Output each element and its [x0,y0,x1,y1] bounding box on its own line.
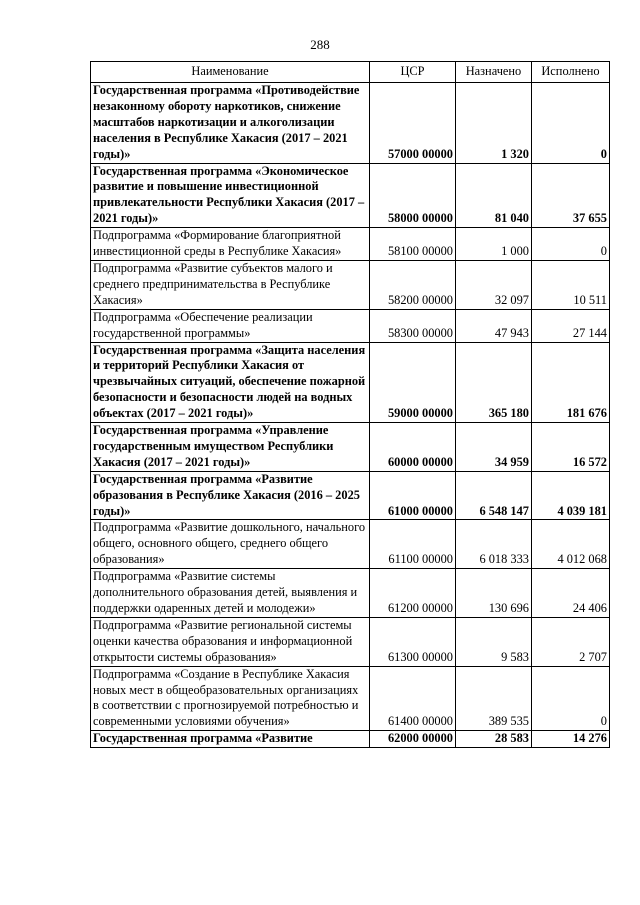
row-name-cell: Подпрограмма «Развитие системы дополнительного образования детей, выявления и поддержки одаренных детей и молодежи» [91,569,370,618]
row-assigned-cell: 1 000 [456,228,532,261]
header-assigned: Назначено [456,62,532,83]
page-number: 288 [310,37,330,52]
row-code-cell: 61100 00000 [370,520,456,569]
row-name-cell: Подпрограмма «Развитие региональной системы оценки качества образования и информационной открытости системы образования» [91,617,370,666]
row-name-cell: Подпрограмма «Обеспечение реализации государственной программы» [91,309,370,342]
row-name-cell: Подпрограмма «Формирование благоприятной инвестиционной среды в Республике Хакасия» [91,228,370,261]
row-executed-cell: 0 [532,83,610,164]
row-code-cell: 59000 00000 [370,342,456,423]
row-assigned-cell: 9 583 [456,617,532,666]
row-assigned-cell: 81 040 [456,163,532,228]
row-code-cell: 57000 00000 [370,83,456,164]
row-executed-cell: 16 572 [532,423,610,472]
row-name-cell: Подпрограмма «Создание в Республике Хакасия новых мест в общеобразовательных организациях в соответствии с прогнозируемой потребностью и современными условиями обучения» [91,666,370,731]
row-assigned-cell: 130 696 [456,569,532,618]
header-code: ЦСР [370,62,456,83]
row-assigned-cell: 1 320 [456,83,532,164]
table-row [91,83,610,164]
row-assigned-cell: 389 535 [456,666,532,731]
table-row [91,163,610,228]
row-assigned-cell: 6 018 333 [456,520,532,569]
row-executed-cell: 0 [532,228,610,261]
table-row [91,423,610,472]
row-code-cell: 58100 00000 [370,228,456,261]
row-assigned-cell: 34 959 [456,423,532,472]
row-assigned-cell: 6 548 147 [456,471,532,520]
row-executed-cell: 27 144 [532,309,610,342]
row-code-cell: 61400 00000 [370,666,456,731]
table-row [91,731,610,748]
row-code-cell: 58000 00000 [370,163,456,228]
row-name-cell: Государственная программа «Развитие образования в Республике Хакасия (2016 – 2025 годы)» [91,471,370,520]
row-executed-cell: 2 707 [532,617,610,666]
row-executed-cell: 37 655 [532,163,610,228]
row-code-cell: 60000 00000 [370,423,456,472]
table-row [91,520,610,569]
row-executed-cell: 10 511 [532,260,610,309]
header-executed: Исполнено [532,62,610,83]
row-assigned-cell: 32 097 [456,260,532,309]
table-row [91,666,610,731]
table-row [91,228,610,261]
row-name-cell: Подпрограмма «Развитие дошкольного, начального общего, основного общего, среднего общего образования» [91,520,370,569]
row-name-cell: Государственная программа «Экономическое развитие и повышение инвестиционной привлекательности Республики Хакасия (2017 – 2021 годы)» [91,163,370,228]
row-name-cell: Подпрограмма «Развитие субъектов малого и среднего предпринимательства в Республике Хакасия» [91,260,370,309]
row-assigned-cell: 365 180 [456,342,532,423]
row-code-cell: 58200 00000 [370,260,456,309]
table-row [91,260,610,309]
row-name-cell: Государственная программа «Управление государственным имуществом Республики Хакасия (2017 – 2021 годы)» [91,423,370,472]
row-code-cell: 58300 00000 [370,309,456,342]
table-body [91,83,610,748]
row-executed-cell: 181 676 [532,342,610,423]
row-code-cell: 61000 00000 [370,471,456,520]
budget-table [90,61,610,748]
row-assigned-cell: 28 583 [456,731,532,748]
row-assigned-cell: 47 943 [456,309,532,342]
table-row [91,309,610,342]
row-code-cell: 61200 00000 [370,569,456,618]
row-code-cell: 62000 00000 [370,731,456,748]
row-executed-cell: 4 012 068 [532,520,610,569]
row-name-cell: Государственная программа «Защита населения и территорий Республики Хакасия от чрезвычайных ситуаций, обеспечение пожарной безопасности и безопасности людей на водных объектах (2017 – 2021 годы)» [91,342,370,423]
row-executed-cell: 4 039 181 [532,471,610,520]
table-row [91,471,610,520]
row-executed-cell: 0 [532,666,610,731]
table-row [91,617,610,666]
row-code-cell: 61300 00000 [370,617,456,666]
row-name-cell: Государственная программа «Развитие [91,731,370,748]
table-row [91,342,610,423]
row-name-cell: Государственная программа «Противодействие незаконному обороту наркотиков, снижение масштабов наркотизации и алкоголизации населения в Республике Хакасия (2017 – 2021 годы)» [91,83,370,164]
table-row [91,569,610,618]
row-executed-cell: 24 406 [532,569,610,618]
header-name: Наименование [91,62,370,83]
row-executed-cell: 14 276 [532,731,610,748]
table-header-row [91,62,610,83]
